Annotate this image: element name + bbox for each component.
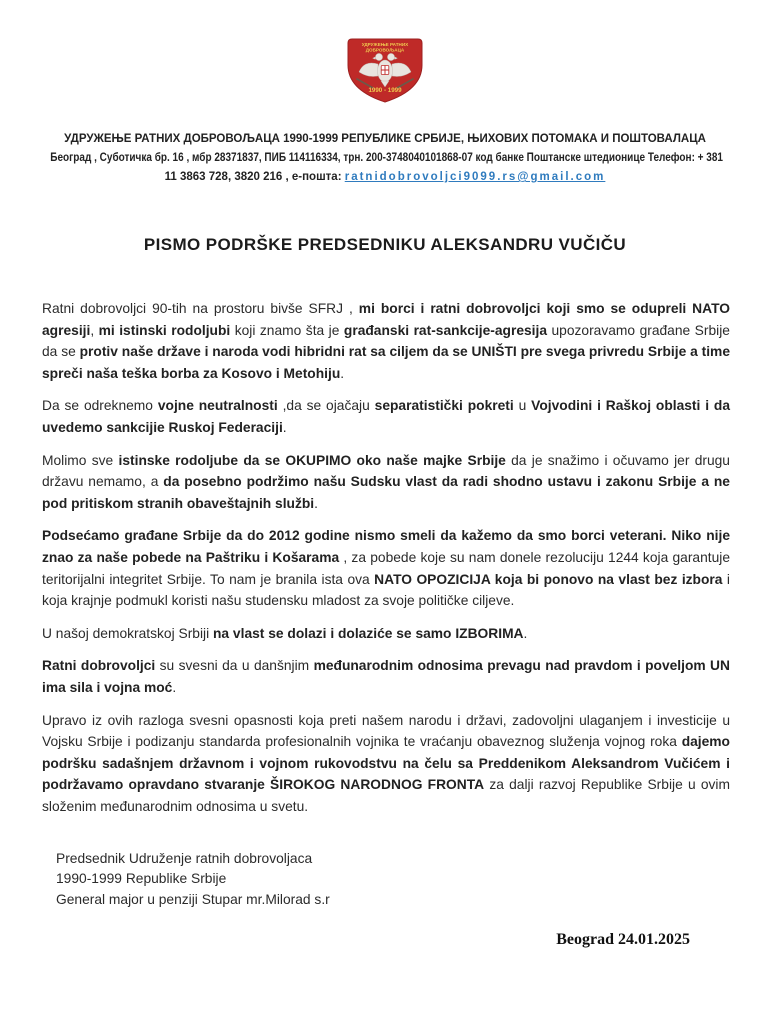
paragraph-7: Upravo iz ovih razloga svesni opasnosti koja preti našem narodu i državi, zadovoljni ulaganjem i investicije u Vojsku Srbije i podizanju standarda profesionalnih vojnika te vraćanju obaveznog služenja vojnog roka dajemo podršku sadašnjem državnom i vojnom rukovodstvu na čelu sa Preddenikom Aleksandrom Vučićem i podržavamo opravdano stvaranje ŠIROKOG NARODNOG FRONTA za dalji razvoj Republike Srbije u ovim složenim međunarodnim odnosima u svetu. [42, 712, 730, 814]
letter-title: PISMO PODRŠKE PREDSEDNIKU ALEKSANDRU VUČIČU [143, 235, 627, 254]
paragraph-1: Ratni dobrovoljci 90-tih na prostoru bivše SFRJ , mi borci i ratni dobrovoljci koji smo se odupreli NATO agresiji, mi istinski rodoljubi koji znamo šta je građanski rat-sankcije-agresija upozoravamo građane Srbije da se protiv naše države i naroda vodi hibridni rat sa ciljem da se UNIŠTI pre svega privredu Srbije a time spreči naša teška borba za Kosovo i Metohiju. [42, 301, 730, 381]
paragraph-6: Ratni dobrovoljci su svesni da u danšnjim međunarodnim odnosima prevagu nad pravdom i poveljom UN ima sila i vojna moć. [42, 658, 730, 695]
association-emblem [345, 38, 425, 104]
emblem-graphic [345, 38, 425, 104]
signature-line-name: General major u penziji Stupar mr.Milorad s.r [56, 891, 330, 907]
paragraph-4: Podsećamo građane Srbije da do 2012 godine nismo smeli da kažemo da smo borci veterani. Niko nije znao za naše pobede na Paštriku i Košarama , za pobede koje su nam donele rezoluciju 1244 koja garantuje teritorijalni integritet Srbije. To nam je branila ista ova NATO OPOZICIJA koja bi ponovo na vlast bez izbora i koja krajnje podmukl koristi našu studensku mladost za svoje političke ciljeve. [42, 528, 731, 609]
org-contact-line [0, 168, 770, 187]
signature-block [56, 849, 330, 910]
org-address-line: Београд , Суботичка бр. 16 , мбр 28371837, ПИБ 114116334, трн. 200-3748040101868-07 код банке Поштанске штедионице Телефон: + 381 [50, 152, 724, 164]
contact-prefix: 11 3863 728, 3820 216 , е-пошта: [164, 171, 345, 183]
emblem-years: 1990 - 1999 [368, 87, 402, 94]
letter-body [42, 298, 730, 828]
signature-line-role: Predsednik Udruženje ratnih dobrovoljaca [56, 851, 313, 866]
org-name-line: УДРУЖЕЊЕ РАТНИХ ДОБРОВОЉАЦА 1990-1999 РЕПУБЛИКЕ СРБИЈЕ, ЊИХОВИХ ПОТОМАКА И ПОШТОВАЛАЦА [64, 133, 706, 145]
paragraph-5: U našoj demokratskoj Srbiji na vlast se dolazi i dolaziće se samo IZBORIMA. [42, 625, 528, 641]
signature-line-org: 1990-1999 Republike Srbije [56, 871, 227, 887]
letterhead [0, 130, 770, 187]
emblem-top-text-line2: ДОБРОВОЉАЦА [365, 47, 405, 53]
date-line: Beograd 24.01.2025 [556, 931, 690, 948]
paragraph-2: Da se odreknemo vojne neutralnosti ,da se ojačaju separatistički pokreti u Vojvodini i Raškoj oblasti i da uvedemo sankcijie Ruskoj Federaciji. [42, 398, 731, 435]
emblem-top-text-line1: УДРУЖЕЊЕ РАТНИХ [361, 42, 409, 47]
paragraph-3: Molimo sve istinske rodoljube da se OKUPIMO oko naše majke Srbije da je snažimo i očuvamo jer drugu državu nemamo, a da posebno podržimo našu Sudsku vlast da radi shodno ustavu i zakonu Srbije a ne pod pritiskom stranih obaveštajnih službi. [42, 452, 730, 511]
email-link[interactable]: ratnidobrovoljci9099.rs@gmail.com [344, 171, 606, 183]
eagle-cross-shield [381, 66, 389, 75]
